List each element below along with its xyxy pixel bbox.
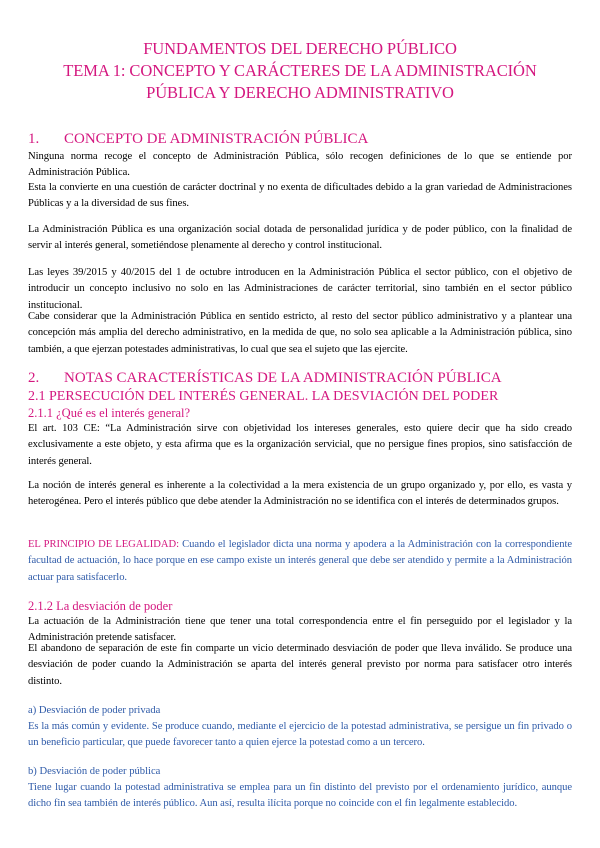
- document-title-line-2: TEMA 1: CONCEPTO Y CARÁCTERES DE LA ADMINISTRACIÓN: [63, 61, 537, 80]
- paragraph-5: Cabe considerar que la Administración Pública en sentido estricto, al resto del sector público administrativo y a plantear una concepción más amplia del derecho administrativo, en la medida de que, no solo sea aplicable a la Administración pública, sino también, a que ejerzan potestades administrativas, lo cual que sea el sujeto que las ejercite.: [28, 311, 572, 355]
- subsection-2-1-1-heading: 2.1.1 ¿Qué es el interés general?: [28, 406, 191, 420]
- desviacion-privada-label: a) Desviación de poder privada: [28, 705, 161, 716]
- desviacion-publica-label: b) Desviación de poder pública: [28, 766, 161, 777]
- subsection-2-1-heading: 2.1 PERSECUCIÓN DEL INTERÉS GENERAL. LA DESVIACIÓN DEL PODER: [28, 389, 499, 404]
- document-title-line-1: FUNDAMENTOS DEL DERECHO PÚBLICO: [143, 39, 457, 58]
- paragraph-6: El art. 103 CE: “La Administración sirve con objetividad los intereses generales, esto quiere decir que ha sido creado exclusivamente a este objeto, y esta afirma que es la organización servicial, que no persigue fines propios, sino satisfacción de interés general.: [28, 423, 572, 467]
- legalidad-paragraph: [28, 537, 572, 586]
- paragraph-9: El abandono de separación de este fin comparte un vicio determinado desviación de poder que lleva inválido. Se produce una desviación de poder cuando la Administración se aparta del interés general previsto por norma para satisfacer otro interés distinto.: [28, 643, 572, 687]
- section-1-title: CONCEPTO DE ADMINISTRACIÓN PÚBLICA: [64, 131, 369, 147]
- section-1-heading: [28, 130, 368, 148]
- section-2-number: 2.: [28, 370, 40, 386]
- paragraph-3: La Administración Pública es una organización social dotada de personalidad jurídica y de poder público, con la finalidad de servir al interés general, sometiéndose plenamente al derecho y control institucional.: [28, 224, 572, 252]
- section-2-heading: [28, 369, 502, 387]
- legalidad-label: EL PRINCIPIO DE LEGALIDAD:: [28, 539, 179, 550]
- paragraph-2: Esta la convierte en una cuestión de carácter doctrinal y no exenta de dificultades debido a la gran variedad de Administraciones Públicas y a la diversidad de sus fines.: [28, 182, 572, 210]
- legalidad-text: Cuando el legislador dicta una norma y apodera a la Administración con la correspondiente facultad de actuación, lo hace porque en ese campo existe un interés general que debe ser atendido y permite a la Administración actuar para satisfacerlo.: [28, 539, 572, 583]
- desviacion-privada-text: Es la más común y evidente. Se produce cuando, mediante el ejercicio de la potestad administrativa, se persigue un fin privado o un beneficio particular, que puede favorecer tanto a quien ejerce la potestad como a un tercero.: [28, 721, 572, 749]
- paragraph-8: La actuación de la Administración tiene que tener una total correspondencia entre el fin perseguido por el legislador y la Administración pretende satisfacer.: [28, 616, 572, 644]
- document-title-line-3: PÚBLICA Y DERECHO ADMINISTRATIVO: [146, 83, 454, 102]
- paragraph-7: La noción de interés general es inherente a la colectividad a la mera existencia de un grupo organizado y, por ello, es vasta y heterogénea. Pero el interés público que debe atender la Administración no se identifica con el interés de determinados grupos.: [28, 480, 572, 508]
- section-1-number: 1.: [28, 131, 40, 147]
- desviacion-publica-text: Tiene lugar cuando la potestad administrativa se emplea para un fin distinto del previsto por el ordenamiento jurídico, aunque dicho fin sea también de interés público. Aun así, resulta ilícita porque no coincide con el fin legalmente establecido.: [28, 782, 572, 810]
- subsection-2-1-2-heading: 2.1.2 La desviación de poder: [28, 599, 173, 613]
- section-2-title: NOTAS CARACTERÍSTICAS DE LA ADMINISTRACIÓN PÚBLICA: [64, 370, 502, 386]
- paragraph-1: Ninguna norma recoge el concepto de Administración Pública, sólo recogen definiciones de lo que se entiende por Administración Pública.: [28, 151, 572, 179]
- paragraph-4: Las leyes 39/2015 y 40/2015 del 1 de octubre introducen en la Administración Pública el sector público, con el objetivo de introducir un concepto inclusivo no solo en las Administraciones de carácter territorial, sino también en el sector público institucional.: [28, 267, 572, 311]
